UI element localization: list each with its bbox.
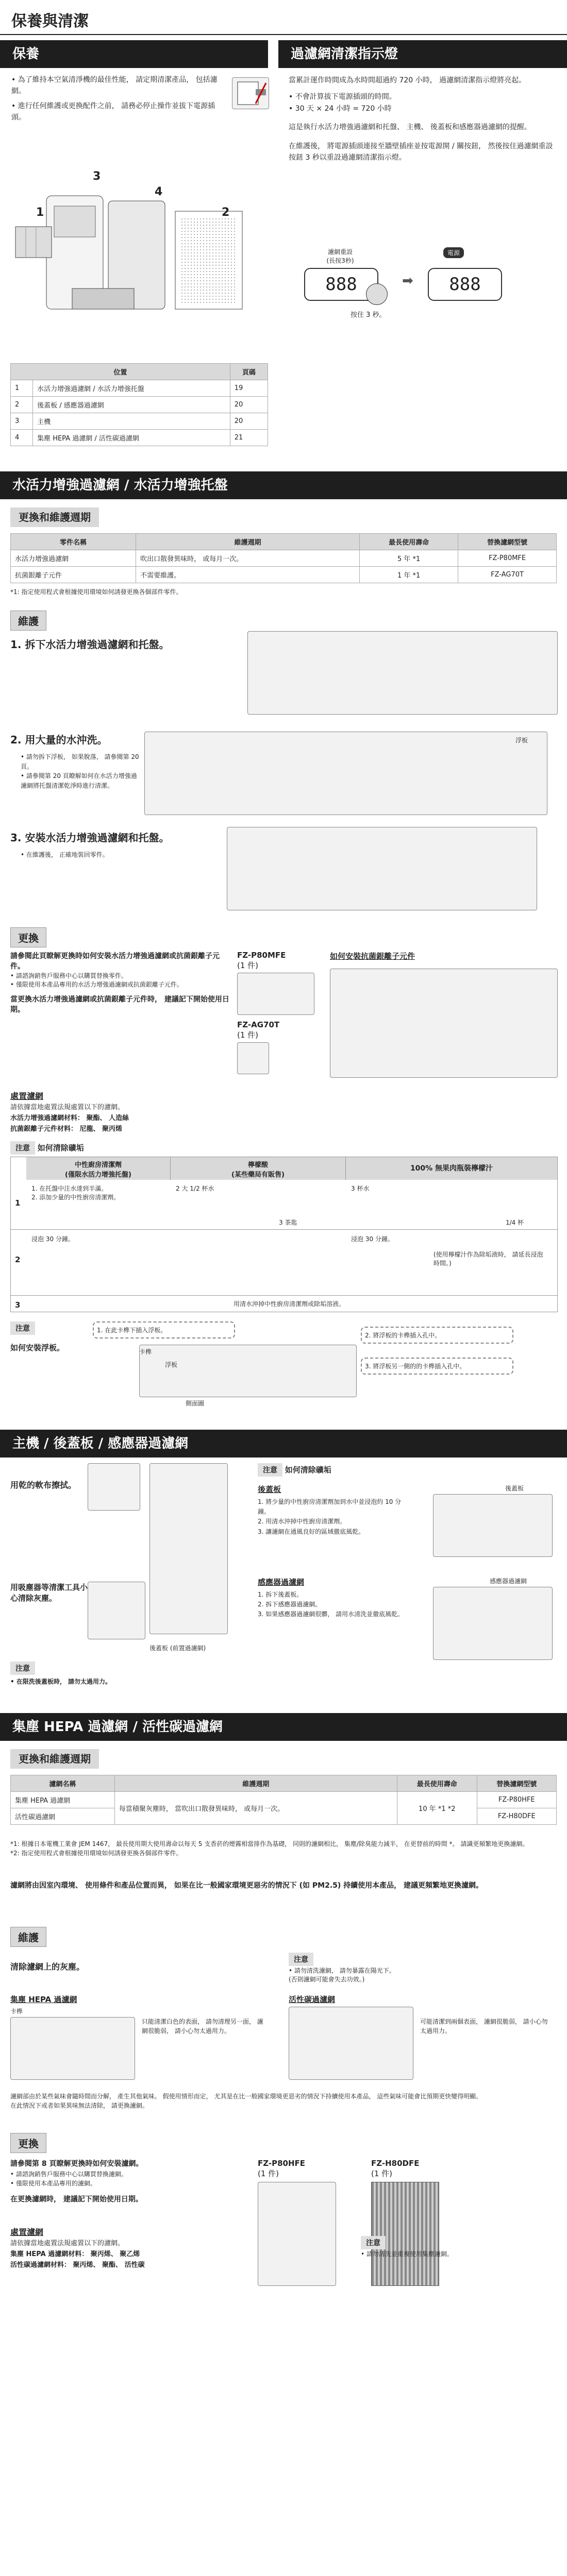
care-bar: 保養 [0, 40, 268, 68]
s3-maint-note: 注意 • 請勿清洗濾網， 請勿暴露在陽光下。 (否則濾網可能會失去功效。) [289, 1953, 557, 1984]
care-th-position: 位置 [11, 364, 230, 380]
s1-step2-bullets: • 請勿拆下浮板， 如果脫落， 請參閱第 20 頁。 • 請參閱第 20 頁瞭解如何在水活力增強過濾網將托盤清潔乾淨時進行清潔。 [21, 753, 139, 789]
table-row [11, 397, 268, 413]
table-row: 集塵 HEPA 過濾網 每當積聚灰塵時， 當吹出口散發異味時， 或每月一次。 10 年 *1 *2 FZ-P80HFE [11, 1792, 557, 1808]
s1-disposal: 請依據當地處置法規處置以下的濾網。 水活力增強過濾網材料： 聚酯、 人造絲 抗菌銀離子元件材料： 尼龍、 聚丙烯 [10, 1104, 129, 1133]
fi-bullet-2: 30 天 × 24 小時 = 720 小時 [295, 104, 392, 113]
float-label-tab: 卡榫 [139, 1348, 152, 1355]
back-cover-illustration [433, 1494, 553, 1557]
callout-3: 3 [93, 170, 101, 183]
section1-sub1: 更換和維護週期 [10, 507, 99, 527]
care-bullet-1: 為了維持本空氣清淨機的最佳性能， 請定期清潔產品， 包括濾網。 [11, 76, 218, 95]
s3-disposal-title: 處置濾網 [10, 2227, 44, 2237]
float-step2: 2. 將浮板的卡榫插入孔中。 [361, 1327, 513, 1344]
fz-ag70t-image [237, 1042, 269, 1074]
s2-text2: 用吸塵器等清潔工具小心清除灰塵。 [10, 1583, 88, 1603]
care-bullet-2: 進行任何維護或更換配件之前， 請務必停止操作並拔下電源插頭。 [11, 102, 215, 122]
section3-table: 濾網名稱 維護週期 最長使用壽命 替換濾網型號 集塵 HEPA 過濾網 每當積聚灰塵時， 當吹出口散發異味時， 或每月一次。 10 年 *1 *2 FZ-P80HFE 活性碳過濾網 FZ-H80DFE [10, 1775, 557, 1825]
fz-h80dfe-image [371, 2182, 439, 2286]
cell: 4 [11, 430, 33, 446]
s1-step1: 1. 拆下水活力增強過濾網和托盤。 [10, 638, 170, 651]
table-row [11, 413, 268, 430]
fi-reset-label: 濾網重設 (長按3秒) [326, 248, 354, 264]
s3-box2: FZ-H80DFE (1 件) [371, 2159, 505, 2286]
s1-replace-text: 請參閱此頁瞭解更換時如何安裝水活力增強過濾網或抗菌銀離子元件。 • 請諮詢銷售戶服務中心以購買替換零件。 • 僅限使用本產品專用的水活力增強過濾網或抗菌銀離子元件。 當更換水活力增強過濾網或抗菌銀離子元件時， 建議記下開始使用日期。 [10, 952, 229, 1014]
s2-vacuum-illustration [88, 1582, 145, 1639]
hepa-title: 集塵 HEPA 過濾網 [10, 1995, 77, 2004]
th: 維護週期 [136, 534, 360, 550]
s1-step3: 3. 安裝水活力增強過濾網和托盤。 [10, 832, 170, 844]
fz-p80hfe-image [258, 2182, 336, 2286]
fi-p2: 這是執行水活力增強過濾網和托盤、 主機、 後蓋板和感應器過濾網的提醒。 [289, 123, 531, 132]
unplug-illustration [232, 77, 269, 109]
section3-sub1: 更換和維護週期 [10, 1749, 99, 1769]
s2-text1: 用乾的軟布擦拭。 [10, 1480, 77, 1490]
hepa-illustration [10, 2017, 135, 2080]
cell: 後蓋板 / 感應器過濾網 [33, 397, 230, 413]
section1-table-note: *1: 指定使用程式會根據使用環境如何誘發更換各個部件零件。 [10, 588, 182, 596]
arrow-right-icon: ➡ [402, 273, 413, 289]
product-diagram [10, 165, 268, 350]
fi-display-2: 888 [428, 268, 502, 301]
float-step3: 3. 將浮板另一側的的卡榫插入孔中。 [361, 1358, 513, 1375]
step3-illustration [227, 827, 537, 910]
hepa-tab-label: 卡榫 [10, 2008, 23, 2015]
s3-notes: *1: 根據日本電機工業會 JEM 1467， 最長使用期大使用壽命以每天 5 支香菸的煙霧相當排作為基礎， 同則的濾網相比， 集塵/除臭能力減半， 在更替前的時間 *。 請識更頻繁地更換濾網。 *2: 指定使用程式會根據使用環境如何誘發更換各個部件零件。 [10, 1840, 529, 1857]
care-table [10, 363, 268, 446]
filter-indicator-body: 當累計運作時間成為水時間超過約 720 小時， 過濾網清潔指示燈將亮起。 • 不會計算拔下電源插頭的時間。 • 30 天 × 24 小時 = 720 小時 這是執行水活力增強過濾網和托盤、 主機、 後蓋板和感應器過濾網的提醒。 在維護後， 將電源插頭連接至牆壁插座並按電源開 / 關按鈕， 然後按住過濾網重設按鈕 3 秒以重設過濾網清潔指示燈。 [289, 75, 557, 163]
carbon-illustration [289, 2007, 413, 2080]
s1-step2: 2. 用大量的水沖洗。 [10, 734, 108, 746]
section2-bar: 主機 / 後蓋板 / 感應器過濾網 [0, 1430, 567, 1458]
callout-4: 4 [155, 185, 163, 198]
step2-illustration [144, 732, 547, 815]
float-label-side: 側面圖 [186, 1400, 205, 1407]
s2-note-text: • 在限洗後蓋板時， 請勿太過用力。 [10, 1678, 112, 1685]
float-step1: 1. 在此卡榫下插入浮板。 [93, 1321, 235, 1338]
s2-cloth-illustration [88, 1463, 140, 1511]
s1-replace-box2: FZ-AG70T (1 件) [237, 1020, 314, 1074]
descale-table: 中性廚房清潔劑 (僅限水活力增強托盤) 檸檬酸 (某些藥局有販售) 100% 無果肉瓶裝檸檬汁 1 2 3 1. 在托盤中注水達到半滿。 2. 添加少量的中性廚房清潔劑。 2 大 1/2 杯水 3 茶匙 3 杯水 1/4 杯 浸泡 30 分鐘。 浸泡 30 分鐘。 (使用檸檬汁作為除垢液時， 請延長浸泡時間。) 用清水沖掉中性廚房清潔劑或除垢溶液。 [10, 1157, 558, 1312]
th: 零件名稱 [11, 534, 136, 550]
cell: 21 [230, 430, 268, 446]
carbon-text: 可能清潔到兩個表面， 濾網很脆弱， 請小心勿太過用力。 [420, 2018, 548, 2035]
cell: 2 [11, 397, 33, 413]
product-exploded-view [10, 165, 268, 350]
s3-disposal: 請依據當地處置法規處置以下的濾網。 集塵 HEPA 過濾網材料： 聚丙烯、 聚乙烯 活性碳過濾網材料： 聚丙烯、 聚酯、 活性碳 [10, 2240, 145, 2269]
cell: 3 [11, 413, 33, 430]
s1-replace-box1: FZ-P80MFE (1 件) [237, 951, 314, 1015]
care-bullets: • 為了維持本空氣清淨機的最佳性能， 請定期清潔產品， 包括濾網。 • 進行任何維護或更換配件之前， 請務必停止操作並拔下電源插頭。 [11, 76, 218, 122]
callout-1: 1 [36, 206, 44, 219]
fi-diagram [289, 242, 557, 330]
section3-bar: 集塵 HEPA 過濾網 / 活性碳過濾網 [0, 1713, 567, 1741]
reset-button[interactable] [366, 283, 388, 305]
s3-replace-label: 更換 [10, 2133, 46, 2153]
s1-step3-bullet: • 在維護後， 正確地裝回零件。 [21, 851, 109, 858]
s3-maint-text: 清除濾網上的灰塵。 [10, 1962, 85, 1972]
section1-table [10, 533, 557, 583]
step1-illustration [247, 631, 558, 715]
fi-p1: 當累計運作時間成為水時間超過約 720 小時， 過濾網清潔指示燈將亮起。 [289, 76, 526, 84]
s3-replace-note: 注意 • 請勿清洗並重複使用集塵濾網。 [361, 2236, 557, 2258]
fz-p80mfe-image [237, 973, 314, 1015]
s1-replace-label: 更換 [10, 927, 46, 947]
cell: 1 [11, 380, 33, 397]
sensor-filter-illustration [433, 1587, 553, 1660]
page-header [0, 0, 567, 37]
cell: 20 [230, 397, 268, 413]
install-illustration [330, 969, 558, 1078]
carbon-title: 活性碳過濾網 [289, 1995, 336, 2004]
th: 替換濾網型號 [458, 534, 557, 550]
s3-box1: FZ-P80HFE (1 件) [258, 2159, 407, 2286]
table-row: 活性碳過濾網 FZ-H80DFE [11, 1808, 557, 1825]
fi-hold-label: 按住 3 秒。 [351, 311, 386, 319]
fi-power-label: 電源 [443, 247, 464, 258]
table-row: 水活力增強過濾網 吹出口散發異味時， 或每月一次。 5 年 *1 FZ-P80MFE [11, 550, 557, 567]
s3-warn: 濾網將由因室內環境、 使用條件和產品位置而異， 如果在比一般國家環境更惡劣的情況下 (如 PM2.5) 持續使用本產品， 建議更頻繁地更換濾網。 [10, 1882, 483, 1890]
s2-unit-illustration [149, 1463, 228, 1634]
install-title: 如何安裝抗菌銀離子元件 [330, 952, 415, 961]
cell: 19 [230, 380, 268, 397]
s2-note: 注意 [10, 1662, 35, 1675]
table-row: 抗菌銀離子元件 不需要維護。 1 年 *1 FZ-AG70T [11, 567, 557, 583]
th: 最長使用壽命 [360, 534, 458, 550]
float-header: 注意 [10, 1321, 35, 1335]
cell: 集塵 HEPA 過濾網 / 活性碳過濾網 [33, 430, 230, 446]
s3-replace-text: 請參閱第 8 頁瞭解更換時如何安裝濾網。 • 請諮詢銷售戶服務中心以購買替換濾網。 • 僅限使用本產品專用的濾網。 在更換濾網時， 建議記下開始使用日期。 [10, 2160, 143, 2204]
cell: 水活力增強過濾網 / 水活力增強托盤 [33, 380, 230, 397]
fi-bullet-1: 不會計算拔下電源插頭的時間。 [295, 93, 396, 101]
page-title: 保養與清潔 [11, 12, 89, 30]
float-label-float: 浮板 [165, 1361, 178, 1368]
float-illustration [139, 1345, 357, 1397]
care-th-page: 頁碼 [230, 364, 268, 380]
fi-display-1: 888 [304, 268, 378, 301]
cell: 主機 [33, 413, 230, 430]
s1-disposal-title: 處置濾網 [10, 1091, 44, 1101]
s2-cover-label: 後蓋板 (前置過濾網) [149, 1645, 206, 1652]
s1-maint-label: 維護 [10, 611, 46, 631]
s3-maint-label: 維護 [10, 1927, 46, 1947]
descale-header: 注意 如何清除礦垢 [10, 1141, 84, 1155]
filter-indicator-bar: 過濾網清潔指示燈 [278, 40, 567, 68]
float-title: 如何安裝浮板。 [10, 1343, 65, 1352]
fi-p3: 在維護後， 將電源插頭連接至牆壁插座並按電源開 / 關按鈕， 然後按住過濾網重設按鈕 3 秒以重設過濾網清潔指示燈。 [289, 142, 553, 162]
table-row [11, 380, 268, 397]
table-row [11, 430, 268, 446]
s2-right-panel: 注意 如何清除礦垢 後蓋板 1. 將少量的中性廚房清潔劑加到水中並浸泡約 10 分鐘。 2. 用清水沖掉中性廚房清潔劑。 3. 讓濾網在通風良好的區域徹底風乾。 後蓋板 感應器過濾網 1. 拆下後蓋板。 2. 拆下感應器過濾網。 3. 如果感應器過濾網很髒， 請用水清洗並徹底風乾。 感應器過濾網 [258, 1463, 557, 1685]
s3-footnote: 濾網部由於某些氣味會隨時間而分解， 產生其他氣味。 假使用情形而定， 尤其是在比一般國家環境更惡劣的情況下持續使用本產品， 這些氣味可能會比預期更快變得明顯。 在此情況下或者如果異味無法清除， 請更換濾網。 [10, 2093, 482, 2109]
callout-2: 2 [222, 206, 230, 219]
hepa-text: 只能清潔白色的表面， 請勿清理另一面， 濾網很脆弱， 請小心勿太過用力。 [142, 2018, 263, 2035]
float-label: 浮板 [515, 737, 528, 744]
section1-bar: 水活力增強過濾網 / 水活力增強托盤 [0, 471, 567, 499]
cell: 20 [230, 413, 268, 430]
title-rule [0, 34, 567, 35]
